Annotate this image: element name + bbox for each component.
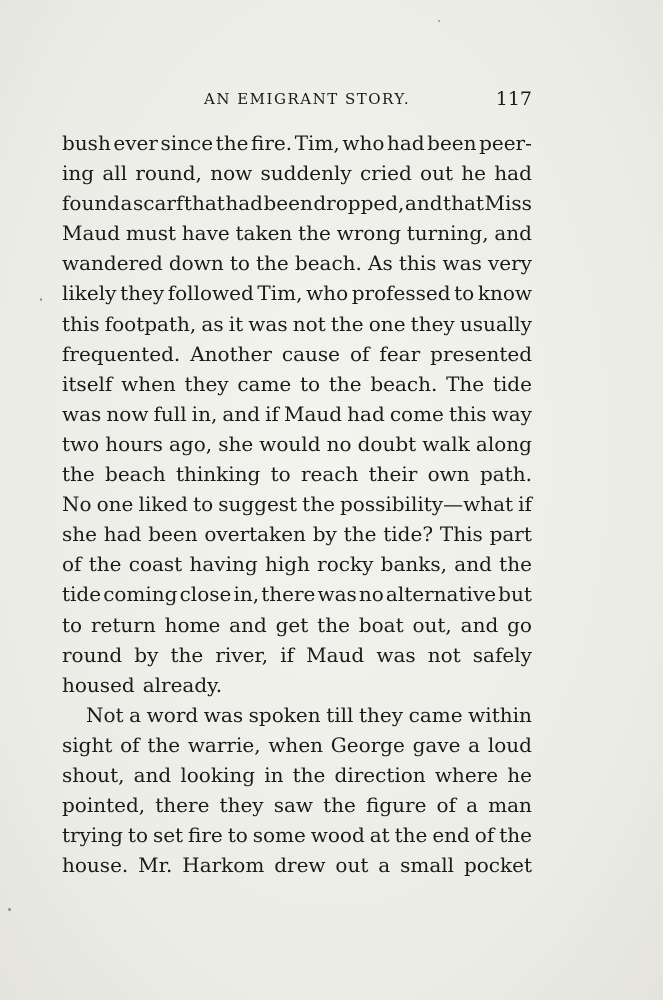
word: turning, (406, 221, 489, 246)
word: and (222, 401, 260, 426)
word: the (302, 492, 335, 517)
word: beach. (294, 251, 362, 276)
word: when (268, 732, 324, 757)
word: and (229, 612, 267, 637)
word: This (439, 522, 483, 547)
word: the (215, 131, 249, 155)
word: it (228, 311, 244, 336)
word: came (237, 371, 292, 396)
word: set (152, 823, 184, 848)
word: wrong (336, 221, 401, 246)
word: the (328, 371, 362, 396)
word: the (343, 522, 377, 547)
word: cause (281, 341, 340, 366)
paper-speck (8, 908, 11, 911)
word: of (120, 732, 140, 757)
word: had (386, 131, 425, 155)
word: rocky (317, 552, 374, 577)
word: they (359, 702, 404, 727)
word: down (168, 251, 224, 276)
word: wandered (62, 251, 163, 276)
word: had (103, 522, 142, 547)
text-line (62, 339, 532, 369)
word: sight (62, 732, 113, 757)
word: Not (86, 702, 124, 727)
word: and (133, 762, 172, 787)
word: within (468, 702, 532, 727)
word: of (349, 341, 370, 366)
text-line (62, 128, 532, 158)
word: close (179, 582, 232, 607)
word: found (62, 191, 121, 216)
word: peer- (479, 131, 532, 155)
word: a (120, 191, 133, 216)
word: Maud (306, 642, 365, 667)
word: ing (62, 161, 95, 186)
word: was (62, 401, 102, 426)
word: this (448, 401, 487, 426)
word: they (120, 281, 165, 306)
word: to (300, 371, 321, 396)
text-line (62, 760, 532, 790)
word: if (518, 492, 532, 517)
word: coming (103, 582, 178, 607)
word: path. (479, 462, 532, 487)
paper-speck (438, 20, 440, 22)
word: that (183, 191, 225, 216)
word: if (280, 642, 295, 667)
word: the (499, 823, 532, 848)
word: the (256, 251, 289, 276)
word: of (474, 823, 495, 848)
word: Maud (62, 221, 121, 246)
word: full (153, 401, 187, 426)
word: their (368, 462, 418, 487)
word: itself (62, 371, 113, 396)
word: two (62, 431, 100, 456)
text-line (62, 369, 532, 399)
word: not (292, 311, 326, 336)
word: footpath, (104, 311, 197, 336)
word: word (146, 702, 199, 727)
word: in, (191, 401, 218, 426)
word: and (454, 552, 492, 577)
word: get (275, 612, 309, 637)
word: figure (366, 793, 427, 818)
word: round (62, 642, 123, 667)
text-line (62, 459, 532, 489)
word: The (446, 371, 485, 396)
text-line (62, 549, 532, 579)
word: till (326, 702, 354, 727)
word: to (62, 612, 83, 637)
word: saw (273, 793, 314, 818)
word: spoken (248, 702, 321, 727)
word: the (62, 462, 95, 487)
word: small (400, 853, 455, 878)
word: as (201, 311, 224, 336)
word: fire. (251, 131, 293, 155)
word: would (259, 431, 321, 456)
word: way (491, 401, 532, 426)
text-line (62, 278, 532, 308)
word: river, (215, 642, 269, 667)
word: of (436, 793, 456, 818)
word: they (184, 371, 229, 396)
word: was (442, 251, 482, 276)
word: they (410, 311, 455, 336)
paper-speck (40, 298, 42, 301)
word: presented (430, 341, 532, 366)
word: shout, (62, 762, 125, 787)
word: banks, (380, 552, 448, 577)
text-line (62, 820, 532, 850)
word: to (229, 251, 250, 276)
word: since (160, 131, 214, 155)
text-line (62, 489, 532, 519)
word: to (193, 492, 214, 517)
word: suddenly (260, 161, 352, 186)
word: came (408, 702, 463, 727)
word: pointed, (62, 793, 146, 818)
body-text (62, 128, 532, 880)
word: beach. (370, 371, 438, 396)
word: out, (412, 612, 452, 637)
word: the (330, 311, 364, 336)
word: fire (188, 823, 223, 848)
word: own (427, 462, 470, 487)
word: Mr. (138, 853, 173, 878)
word: the (394, 823, 428, 848)
word: all (102, 161, 128, 186)
word: hours (105, 431, 163, 456)
word: of (62, 552, 82, 577)
word: he (461, 161, 487, 186)
word: if (265, 401, 279, 426)
word: in, (233, 582, 260, 607)
word: part (489, 522, 532, 547)
word: Harkom (182, 853, 265, 878)
word: loud (487, 732, 532, 757)
word: by (312, 522, 337, 547)
text-line (62, 519, 532, 549)
word: frequented. (62, 341, 181, 366)
word: drew (274, 853, 326, 878)
word: round, (135, 161, 202, 186)
word: trying (62, 823, 123, 848)
word: usually (459, 311, 532, 336)
word: house. (62, 853, 129, 878)
running-head (62, 88, 532, 114)
word: that (443, 191, 484, 216)
word: dropped, (313, 191, 405, 216)
word: beach (105, 462, 166, 487)
word: out (420, 161, 454, 186)
word: to (127, 823, 148, 848)
text-line (62, 248, 532, 278)
text-line (62, 730, 532, 760)
word: safely (472, 642, 532, 667)
word: man (488, 793, 532, 818)
word: a (378, 853, 391, 878)
word: no (358, 582, 384, 607)
word: and (404, 191, 443, 216)
word: to (227, 823, 248, 848)
word: one (368, 311, 406, 336)
word: pocket (463, 853, 532, 878)
word: a (468, 732, 481, 757)
word: already. (142, 672, 223, 697)
word: wood (310, 823, 365, 848)
word: the (323, 793, 356, 818)
word: she (62, 522, 97, 547)
word: who (306, 281, 349, 306)
word: very (487, 251, 532, 276)
word: been (427, 131, 477, 155)
word: by (134, 642, 159, 667)
word: alternative (385, 582, 497, 607)
word: was (317, 582, 357, 607)
word: some (252, 823, 306, 848)
word: must (125, 221, 177, 246)
text-line (62, 309, 532, 339)
word: George (330, 732, 405, 757)
word: know (477, 281, 532, 306)
word: go (507, 612, 532, 637)
word: now (106, 401, 149, 426)
word: cried (359, 161, 412, 186)
word: the (317, 612, 350, 637)
text-line (62, 429, 532, 459)
word: no (326, 431, 352, 456)
word: professed (351, 281, 451, 306)
word: scarf (133, 191, 184, 216)
text-line (62, 158, 532, 188)
word: return (90, 612, 156, 637)
word: doubt (357, 431, 417, 456)
word: tide? (383, 522, 434, 547)
word: had (225, 191, 263, 216)
word: tide (62, 582, 102, 607)
text-line (62, 700, 532, 730)
word: this (398, 251, 437, 276)
text-line (62, 670, 532, 700)
word: one (96, 492, 134, 517)
word: and (460, 612, 499, 637)
word: where (434, 762, 499, 787)
word: having (189, 552, 258, 577)
word: overtaken (204, 522, 306, 547)
word: tide (492, 371, 532, 396)
word: As (368, 251, 393, 276)
word: ever (113, 131, 158, 155)
word: to (454, 281, 475, 306)
word: the (298, 221, 331, 246)
word: along (475, 431, 532, 456)
word: this (62, 311, 100, 336)
word: who (342, 131, 385, 155)
word: they (219, 793, 264, 818)
word: a (466, 793, 479, 818)
word: a (129, 702, 142, 727)
word: had (494, 161, 532, 186)
word: thinking (175, 462, 261, 487)
word: home (164, 612, 221, 637)
running-title: AN EMIGRANT STORY. (204, 90, 411, 108)
word: was (248, 311, 288, 336)
word: now (210, 161, 253, 186)
word: coast (128, 552, 183, 577)
word: in (264, 762, 284, 787)
word: come (389, 401, 444, 426)
word: but (498, 582, 532, 607)
word: Maud (283, 401, 343, 426)
word: the (88, 552, 122, 577)
word: walk (422, 431, 470, 456)
word: the (147, 732, 181, 757)
word: when (121, 371, 176, 396)
word: have (181, 221, 230, 246)
word: No (62, 492, 92, 517)
word: there (261, 582, 316, 607)
word: been (263, 191, 313, 216)
text-line (62, 640, 532, 670)
word: been (148, 522, 198, 547)
word: to (270, 462, 291, 487)
word: suggest (218, 492, 298, 517)
text-line (62, 790, 532, 820)
text-line (62, 188, 532, 218)
word: gave (412, 732, 461, 757)
word: possibility—what (339, 492, 514, 517)
word: he (507, 762, 532, 787)
word: Tim, (294, 131, 340, 155)
word: Tim, (257, 281, 303, 306)
word: was (376, 642, 416, 667)
text-line (62, 399, 532, 429)
text-line (62, 850, 532, 880)
word: followed (167, 281, 254, 306)
word: she (218, 431, 254, 456)
word: had (347, 401, 385, 426)
word: and (494, 221, 532, 246)
word: bush (62, 131, 111, 155)
word: Miss (484, 191, 532, 216)
word: direction (334, 762, 426, 787)
word: looking (180, 762, 256, 787)
word: warrie, (187, 732, 261, 757)
word: end (432, 823, 470, 848)
text-line (62, 579, 532, 609)
word: the (292, 762, 326, 787)
text-line (62, 218, 532, 248)
word: likely (62, 281, 117, 306)
word: housed (62, 672, 135, 697)
word: taken (235, 221, 293, 246)
word: was (203, 702, 244, 727)
word: fear (379, 341, 421, 366)
word: boat (358, 612, 404, 637)
word: liked (138, 492, 188, 517)
word: Another (190, 341, 272, 366)
word: the (499, 552, 532, 577)
word: high (264, 552, 310, 577)
word: not (427, 642, 461, 667)
word: at (369, 823, 390, 848)
word: there (155, 793, 210, 818)
word: out (335, 853, 369, 878)
word: ago, (169, 431, 213, 456)
page-number: 117 (495, 88, 532, 110)
word: reach (300, 462, 359, 487)
text-line (62, 610, 532, 640)
word: the (170, 642, 204, 667)
